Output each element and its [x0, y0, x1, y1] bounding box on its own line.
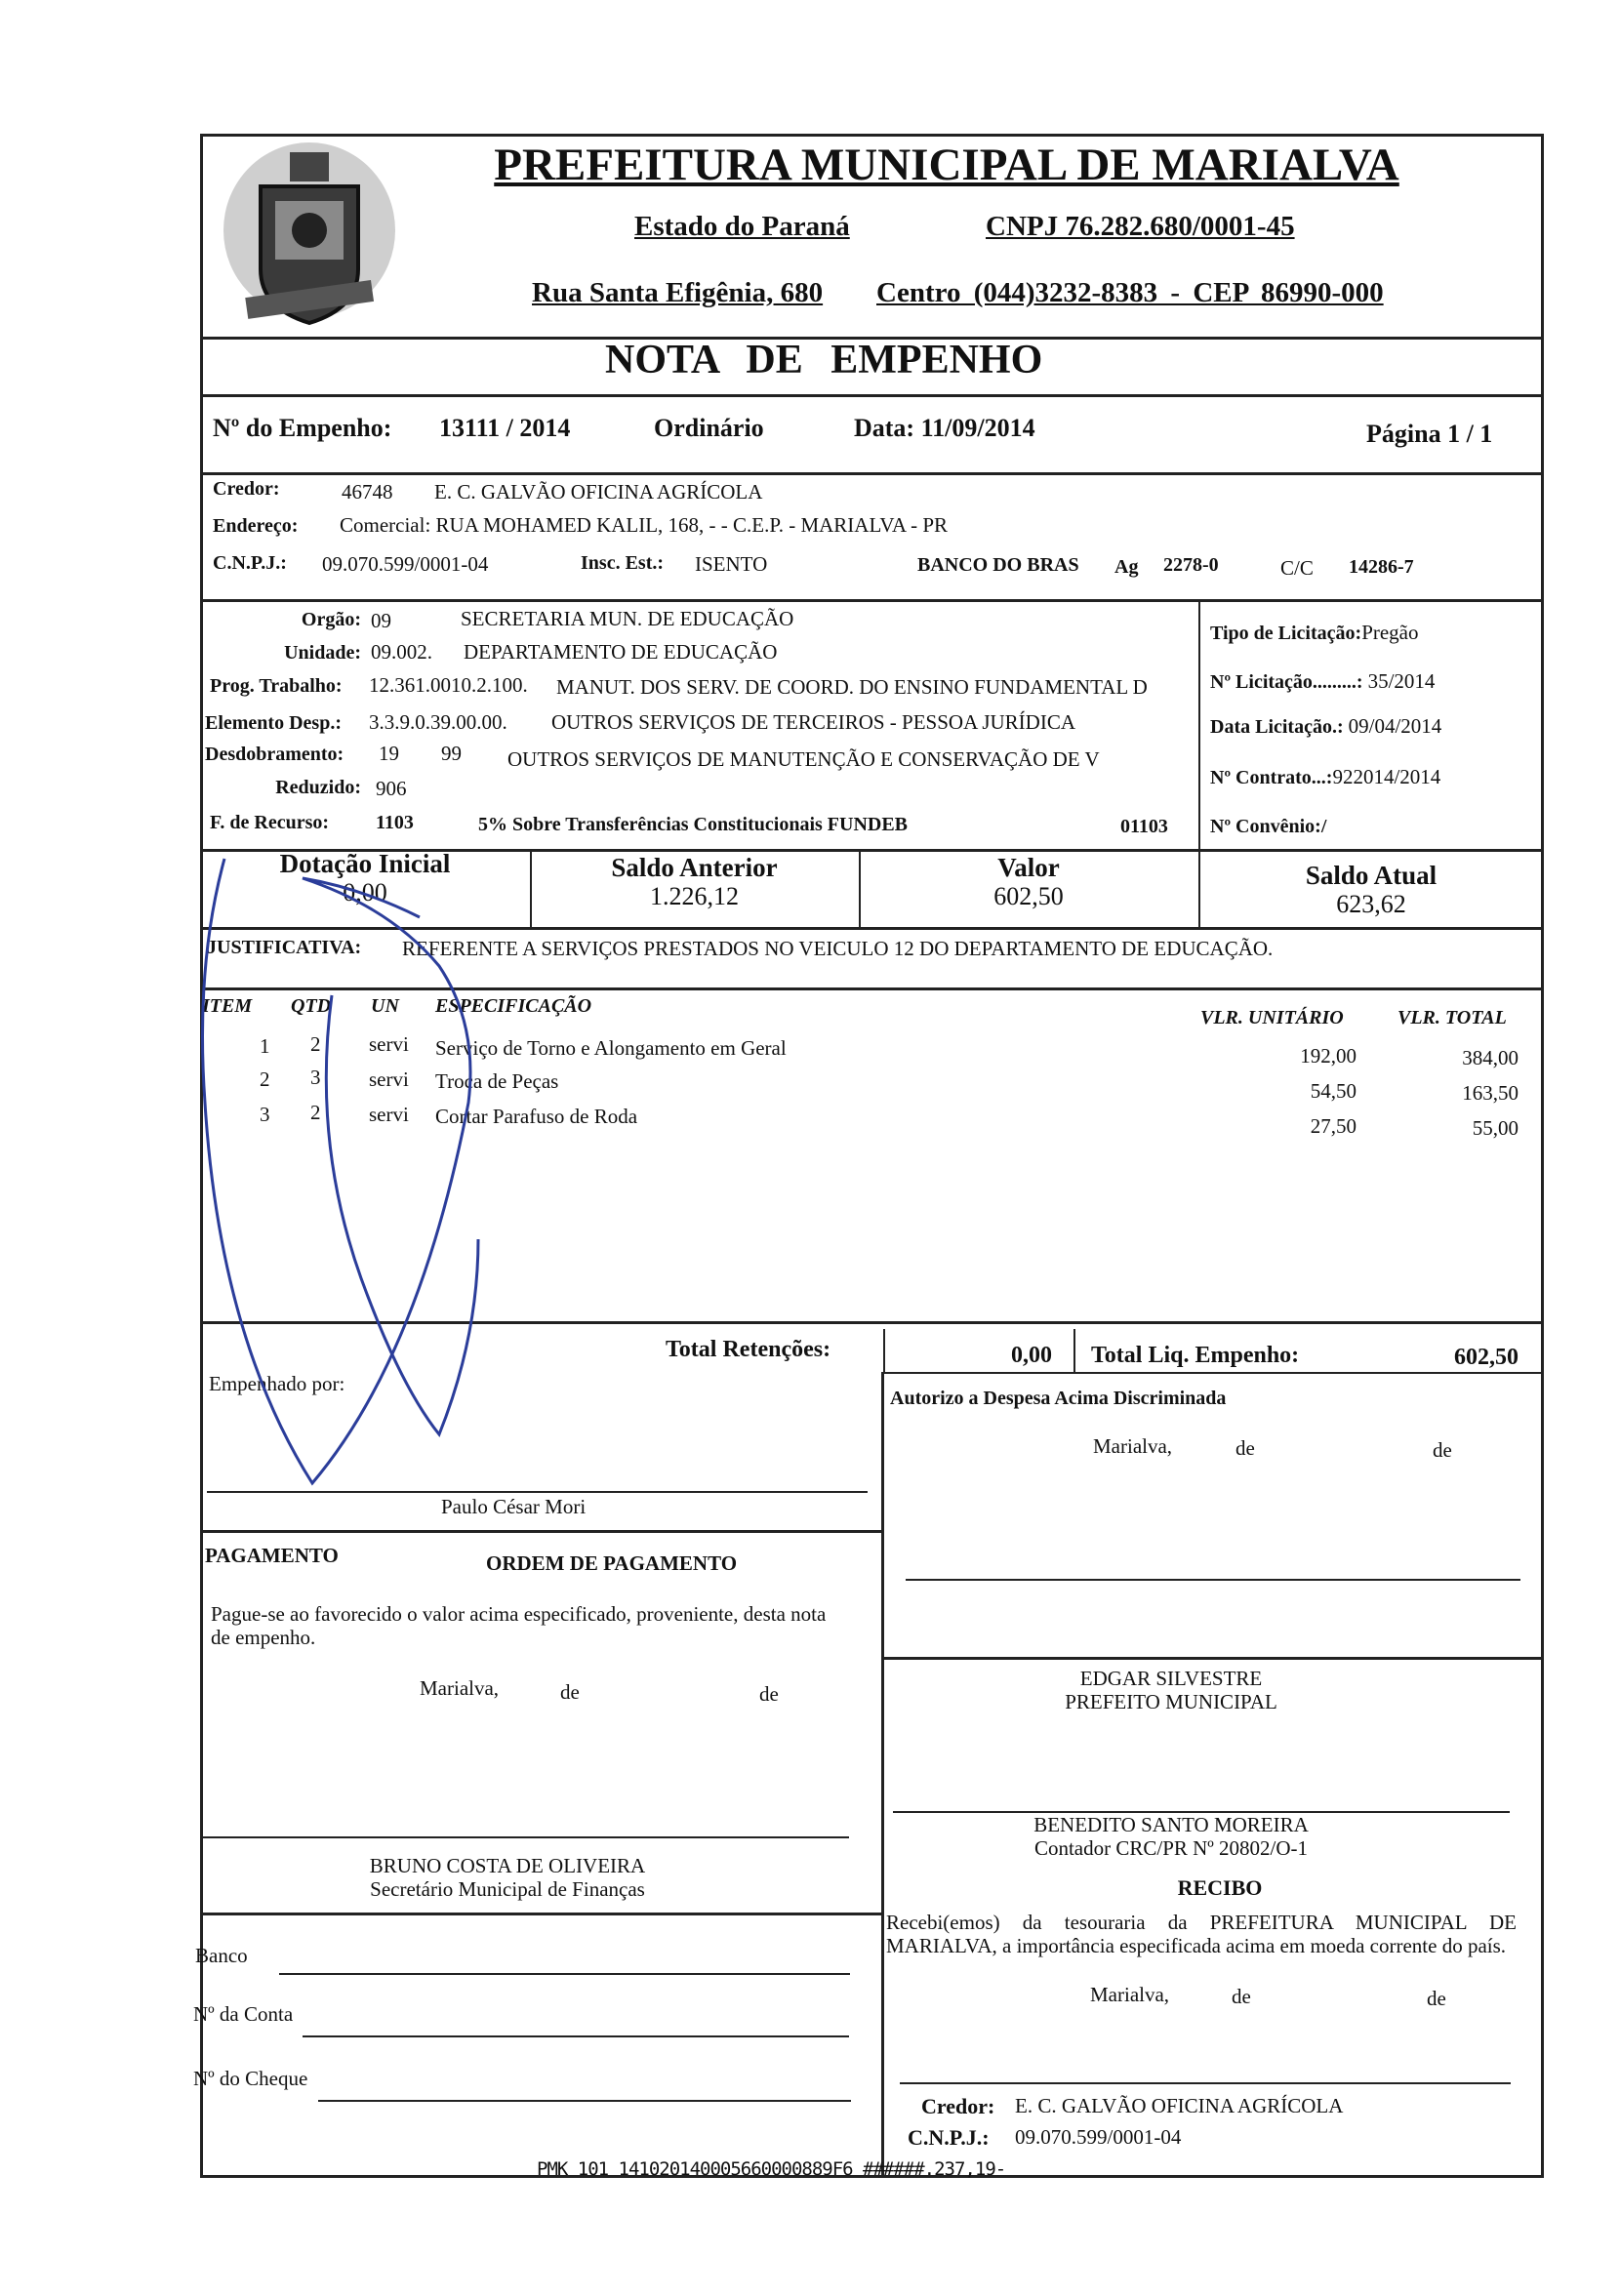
recurso-code: 1103	[376, 812, 414, 833]
cnpj-field-label: C.N.P.J.:	[213, 552, 287, 574]
licitacao-number-label-text: Nº Licitação.........:	[1210, 671, 1363, 693]
elemento-name: OUTROS SERVIÇOS DE TERCEIROS - PESSOA JURÍDICA	[551, 710, 1076, 734]
licitacao-number-label	[1210, 669, 1435, 694]
unidade-code: 09.002.	[371, 640, 432, 664]
items-header-especificacao: ESPECIFICAÇÃO	[435, 995, 592, 1017]
divider	[1198, 599, 1200, 850]
autorizo-de-2: de	[1433, 1438, 1452, 1462]
unidade-label: Unidade:	[284, 642, 361, 664]
item-unit-value: 27,50	[1310, 1114, 1357, 1138]
recibo-cnpj: 09.070.599/0001-04	[1015, 2125, 1182, 2149]
recibo-title: RECIBO	[1177, 1875, 1263, 1900]
pagamento-text: Pague-se ao favorecido o valor acima especificado, proveniente, desta nota de empenho.	[211, 1602, 827, 1649]
total-liquido-value: 602,50	[1454, 1345, 1519, 1370]
unidade-name: DEPARTAMENTO DE EDUCAÇÃO	[464, 640, 778, 664]
item-number: 3	[260, 1103, 270, 1126]
saldo-anterior-label: Saldo Anterior	[611, 853, 778, 882]
contrato-number: 922014/2014	[1332, 765, 1441, 788]
item-un: servi	[369, 1103, 409, 1126]
item-qtd: 2	[310, 1032, 321, 1056]
prog-name: MANUT. DOS SERV. DE COORD. DO ENSINO FUNDAMENTAL D	[556, 675, 1148, 699]
empenho-date: Data: 11/09/2014	[854, 414, 1035, 442]
recibo-de-2: de	[1427, 1987, 1446, 2010]
banco-line[interactable]	[279, 1973, 850, 1975]
credor-name: E. C. GALVÃO OFICINA AGRÍCOLA	[434, 480, 763, 504]
item-un: servi	[369, 1067, 409, 1091]
banco-label: Banco	[195, 1944, 248, 1967]
signature-line	[200, 1836, 849, 1838]
elemento-code: 3.3.9.0.39.00.00.	[369, 710, 507, 734]
empenhado-por-name: Paulo César Mori	[441, 1495, 587, 1518]
secretario-title: Secretário Municipal de Finanças	[370, 1877, 645, 1901]
contador-name: BENEDITO SANTO MOREIRA	[1033, 1813, 1309, 1836]
saldo-anterior-value: 1.226,12	[650, 882, 739, 910]
valor-label: Valor	[997, 853, 1060, 882]
licitacao-date-label-text: Data Licitação.:	[1210, 716, 1344, 738]
divider	[881, 1657, 1544, 1660]
item-number: 1	[260, 1034, 270, 1058]
item-total-value: 163,50	[1462, 1081, 1519, 1105]
contrato-label	[1210, 765, 1440, 789]
total-retencoes-value: 0,00	[1011, 1343, 1052, 1368]
empenho-number-label: Nº do Empenho:	[213, 414, 392, 442]
item-qtd: 3	[310, 1066, 321, 1089]
divider	[200, 1913, 881, 1915]
item-total-value: 55,00	[1472, 1116, 1519, 1140]
credor-address: Comercial: RUA MOHAMED KALIL, 168, - - C.E.P. - MARIALVA - PR	[340, 513, 949, 537]
items-header-un: UN	[371, 995, 399, 1017]
recibo-credor-label: Credor:	[921, 2094, 995, 2118]
divider	[883, 1372, 1544, 1374]
orgao-code: 09	[371, 609, 391, 632]
recurso-label: F. de Recurso:	[210, 812, 330, 833]
page-number: Página 1 / 1	[1366, 420, 1493, 448]
pagamento-de-1: de	[560, 1680, 580, 1704]
reduzido-value: 906	[376, 777, 407, 800]
items-header-unit: VLR. UNITÁRIO	[1200, 1007, 1344, 1028]
signature-line	[906, 1579, 1520, 1581]
insc-value: ISENTO	[695, 552, 768, 576]
agency-value: 2278-0	[1163, 554, 1219, 576]
account-label: C/C	[1280, 556, 1314, 580]
divider	[1073, 1329, 1075, 1372]
desdobramento-label: Desdobramento:	[205, 744, 344, 765]
recurso-number: 01103	[1120, 816, 1168, 837]
credor-cnpj: 09.070.599/0001-04	[322, 552, 489, 576]
prefeito-title: PREFEITO MUNICIPAL	[1065, 1690, 1277, 1713]
licitacao-type-label	[1210, 621, 1419, 645]
licitacao-type: Pregão	[1361, 621, 1419, 644]
address-label: Centro (044)3232-8383 - CEP 86990-000	[876, 277, 1384, 308]
pagamento-label: PAGAMENTO	[205, 1544, 339, 1567]
ordem-pagamento-title: ORDEM DE PAGAMENTO	[486, 1551, 738, 1575]
item-total-value: 384,00	[1462, 1046, 1519, 1069]
recibo-place: Marialva,	[1090, 1983, 1170, 2006]
divider	[200, 394, 1544, 397]
autorizo-place: Marialva,	[1093, 1434, 1173, 1458]
orgao-label: Orgão:	[301, 609, 361, 630]
conta-line[interactable]	[303, 2035, 849, 2037]
divider	[883, 1329, 885, 1372]
signature-line	[900, 2082, 1511, 2084]
desdobramento-b: 99	[441, 742, 462, 765]
total-liquido-label: Total Liq. Empenho:	[1091, 1343, 1300, 1368]
municipality-title: PREFEITURA MUNICIPAL DE MARIALVA	[494, 140, 1399, 190]
autorizo-de-1: de	[1235, 1436, 1255, 1460]
divider	[200, 1530, 881, 1533]
valor-value: 602,50	[993, 882, 1064, 910]
credor-code: 46748	[342, 480, 393, 504]
elemento-label: Elemento Desp.:	[205, 712, 342, 734]
item-un: servi	[369, 1032, 409, 1056]
item-especificacao: Troca de Peças	[435, 1069, 559, 1093]
cheque-line[interactable]	[318, 2100, 851, 2102]
recibo-de-1: de	[1232, 1985, 1251, 2008]
licitacao-number: 35/2014	[1367, 669, 1436, 693]
divider	[200, 599, 1544, 602]
dotacao-label: Dotação Inicial	[279, 849, 451, 878]
coat-of-arms	[217, 133, 402, 338]
item-number: 2	[260, 1067, 270, 1091]
item-unit-value: 54,50	[1310, 1079, 1357, 1103]
licitacao-date: 09/04/2014	[1348, 714, 1442, 738]
cheque-label: Nº do Cheque	[193, 2067, 308, 2090]
orgao-name: SECRETARIA MUN. DE EDUCAÇÃO	[461, 607, 794, 630]
dotacao-value: 0,00	[343, 878, 387, 906]
agency-label: Ag	[1114, 556, 1139, 578]
divider	[200, 472, 1544, 475]
recurso-name: 5% Sobre Transferências Constitucionais FUNDEB	[478, 814, 909, 835]
convenio-label: Nº Convênio:/	[1210, 816, 1327, 837]
desdobramento-name: OUTROS SERVIÇOS DE MANUTENÇÃO E CONSERVAÇÃO DE V	[507, 747, 1100, 771]
contador-title: Contador CRC/PR Nº 20802/O-1	[1033, 1836, 1309, 1860]
credor-label: Credor:	[213, 478, 280, 500]
state-label: Estado do Paraná	[634, 211, 850, 242]
saldo-atual-value: 623,62	[1336, 890, 1406, 918]
account-value: 14286-7	[1349, 556, 1414, 578]
item-especificacao: Cortar Parafuso de Roda	[435, 1105, 638, 1128]
empenho-number: 13111 / 2014	[439, 414, 571, 442]
prefeito-name: EDGAR SILVESTRE	[1079, 1667, 1263, 1690]
divider	[881, 1372, 884, 2178]
empenhado-por-label: Empenhado por:	[209, 1372, 345, 1395]
insc-label: Insc. Est.:	[581, 552, 665, 574]
handwritten-signature	[185, 849, 644, 1493]
autorizo-label: Autorizo a Despesa Acima Discriminada	[890, 1388, 1227, 1409]
licitacao-type-label-text: Tipo de Licitação:	[1210, 623, 1362, 644]
address-field-label: Endereço:	[213, 515, 299, 537]
total-retencoes-label: Total Retenções:	[666, 1337, 831, 1362]
justificativa-text: REFERENTE A SERVIÇOS PRESTADOS NO VEICULO 12 DO DEPARTAMENTO DE EDUCAÇÃO.	[402, 937, 1274, 960]
item-unit-value: 192,00	[1300, 1044, 1357, 1067]
prog-label: Prog. Trabalho:	[210, 675, 343, 697]
empenho-type: Ordinário	[654, 414, 764, 442]
item-especificacao: Serviço de Torno e Alongamento em Geral	[435, 1036, 787, 1060]
items-header-total: VLR. TOTAL	[1397, 1007, 1507, 1028]
reduzido-label: Reduzido:	[275, 777, 361, 798]
desdobramento-a: 19	[379, 742, 399, 765]
prog-code: 12.361.0010.2.100.	[369, 673, 528, 697]
document-title: NOTA DE EMPENHO	[605, 338, 1043, 383]
items-header-qtd: QTD	[291, 995, 332, 1017]
pagamento-place: Marialva,	[420, 1676, 500, 1700]
items-header-item: ITEM	[202, 995, 253, 1017]
item-qtd: 2	[310, 1101, 321, 1124]
saldo-atual-label: Saldo Atual	[1305, 861, 1438, 890]
cnpj-label: CNPJ 76.282.680/0001-45	[986, 211, 1295, 242]
contrato-label-text: Nº Contrato...:	[1210, 767, 1333, 788]
secretario-name: BRUNO COSTA DE OLIVEIRA	[369, 1854, 646, 1877]
recibo-cnpj-label: C.N.P.J.:	[908, 2125, 990, 2150]
recibo-credor-name: E. C. GALVÃO OFICINA AGRÍCOLA	[1015, 2094, 1344, 2117]
justificativa-label: JUSTIFICATIVA:	[207, 937, 362, 958]
recibo-text: Recebi(emos) da tesouraria da PREFEITURA MUNICIPAL DE MARIALVA, a importância especificada acima em moeda corrente do país.	[886, 1911, 1517, 1957]
conta-label: Nº da Conta	[193, 2002, 294, 2026]
bank-name: BANCO DO BRAS	[917, 554, 1079, 576]
licitacao-date-label	[1210, 714, 1441, 739]
footer-code: PMK 101 141020140005660000889F6 ######.237,19-	[537, 2158, 1006, 2180]
pagamento-de-2: de	[759, 1682, 779, 1706]
street-label: Rua Santa Efigênia, 680	[532, 277, 824, 308]
